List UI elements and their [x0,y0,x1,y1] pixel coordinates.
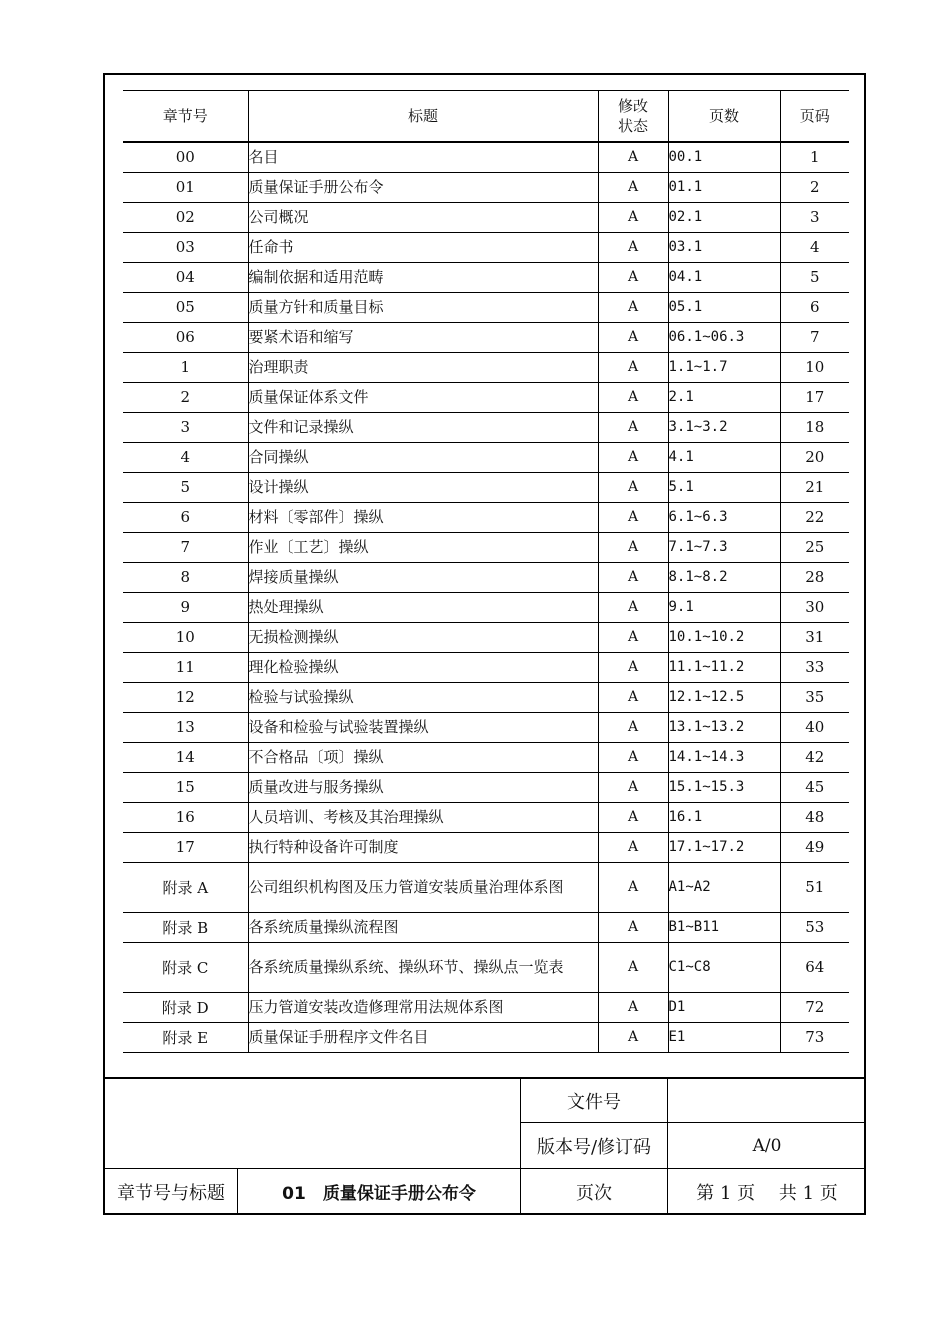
row-page-no: 10 [780,352,849,382]
table-row [123,832,849,862]
header-revision [598,91,668,143]
row-title: 材料〔零部件〕操纵 [248,502,598,532]
row-pages: E1 [668,1022,780,1052]
row-title: 公司概况 [248,202,598,232]
table-row [123,352,849,382]
table-row [123,472,849,502]
row-pages: 3.1~3.2 [668,412,780,442]
row-page-no: 20 [780,442,849,472]
row-pages: 17.1~17.2 [668,832,780,862]
row-revision: A [598,682,668,712]
row-revision: A [598,992,668,1022]
row-pages: 15.1~15.3 [668,772,780,802]
row-revision: A [598,532,668,562]
row-revision: A [598,442,668,472]
row-page-no: 49 [780,832,849,862]
table-row [123,262,849,292]
row-page-no: 30 [780,592,849,622]
row-chapter: 01 [123,172,248,202]
table-row [123,412,849,442]
row-title: 质量保证手册公布令 [248,172,598,202]
row-pages: 06.1~06.3 [668,322,780,352]
row-page-no: 45 [780,772,849,802]
header-chapter: 章节号 [123,91,248,143]
contents-table [123,90,849,1053]
row-page-no: 31 [780,622,849,652]
table-row [123,862,849,912]
row-revision: A [598,262,668,292]
row-chapter: 8 [123,562,248,592]
header-page-no: 页码 [780,91,849,143]
row-title: 要紧术语和缩写 [248,322,598,352]
row-chapter: 附录 B [123,912,248,942]
row-revision: A [598,622,668,652]
version-value: A/0 [752,1135,782,1156]
row-page-no: 53 [780,912,849,942]
table-row [123,532,849,562]
row-revision: A [598,322,668,352]
row-pages: 16.1 [668,802,780,832]
row-page-no: 72 [780,992,849,1022]
row-chapter: 5 [123,472,248,502]
row-pages: D1 [668,992,780,1022]
table-row [123,322,849,352]
row-chapter: 9 [123,592,248,622]
row-revision: A [598,382,668,412]
row-page-no: 2 [780,172,849,202]
row-chapter: 2 [123,382,248,412]
row-revision: A [598,802,668,832]
row-page-no: 6 [780,292,849,322]
table-row [123,292,849,322]
chapter-title-value: 01 质量保证手册公布令 [282,1184,476,1204]
row-pages: 02.1 [668,202,780,232]
row-title: 设计操纵 [248,472,598,502]
table-row [123,622,849,652]
row-page-no: 51 [780,862,849,912]
row-revision: A [598,742,668,772]
row-page-no: 40 [780,712,849,742]
row-chapter: 附录 D [123,992,248,1022]
row-chapter: 06 [123,322,248,352]
row-revision: A [598,412,668,442]
row-page-no: 25 [780,532,849,562]
row-chapter: 05 [123,292,248,322]
table-row [123,592,849,622]
row-revision: A [598,942,668,992]
row-page-no: 33 [780,652,849,682]
row-title: 各系统质量操纵流程图 [248,912,598,942]
row-revision: A [598,652,668,682]
page-label: 页次 [576,1182,612,1204]
table-row [123,562,849,592]
row-pages: B1~B11 [668,912,780,942]
row-title: 热处理操纵 [248,592,598,622]
row-chapter: 附录 A [123,862,248,912]
row-title: 压力管道安装改造修理常用法规体系图 [248,992,598,1022]
row-title: 作业〔工艺〕操纵 [248,532,598,562]
table-row [123,442,849,472]
row-pages: 03.1 [668,232,780,262]
row-pages: 9.1 [668,592,780,622]
row-chapter: 13 [123,712,248,742]
row-chapter: 1 [123,352,248,382]
table-row [123,1022,849,1052]
row-revision: A [598,712,668,742]
row-chapter: 12 [123,682,248,712]
row-pages: 7.1~7.3 [668,532,780,562]
row-title: 不合格品〔项〕操纵 [248,742,598,772]
row-title: 焊接质量操纵 [248,562,598,592]
row-revision: A [598,772,668,802]
row-pages: 04.1 [668,262,780,292]
row-revision: A [598,472,668,502]
row-title: 执行特种设备许可制度 [248,832,598,862]
table-row [123,682,849,712]
row-title: 任命书 [248,232,598,262]
row-revision: A [598,1022,668,1052]
chapter-title-label: 章节号与标题 [117,1182,225,1204]
table-row [123,942,849,992]
row-chapter: 7 [123,532,248,562]
page-value: 第 1 页 共 1 页 [696,1182,838,1204]
row-chapter: 16 [123,802,248,832]
row-revision: A [598,832,668,862]
row-pages: A1~A2 [668,862,780,912]
row-chapter: 15 [123,772,248,802]
row-revision: A [598,862,668,912]
row-title: 治理职责 [248,352,598,382]
table-row [123,802,849,832]
row-pages: 12.1~12.5 [668,682,780,712]
row-revision: A [598,592,668,622]
row-pages: 05.1 [668,292,780,322]
row-title: 质量方针和质量目标 [248,292,598,322]
row-chapter: 17 [123,832,248,862]
row-pages: 4.1 [668,442,780,472]
row-chapter: 02 [123,202,248,232]
row-pages: 5.1 [668,472,780,502]
table-row [123,992,849,1022]
table-row [123,772,849,802]
row-chapter: 10 [123,622,248,652]
table-row [123,172,849,202]
row-title: 名目 [248,142,598,172]
table-row [123,742,849,772]
row-chapter: 6 [123,502,248,532]
row-title: 检验与试验操纵 [248,682,598,712]
table-row [123,912,849,942]
row-pages: 2.1 [668,382,780,412]
row-revision: A [598,502,668,532]
row-chapter: 00 [123,142,248,172]
header-pages: 页数 [668,91,780,143]
row-page-no: 1 [780,142,849,172]
row-title: 质量改进与服务操纵 [248,772,598,802]
table-row [123,382,849,412]
row-chapter: 03 [123,232,248,262]
row-page-no: 7 [780,322,849,352]
contents-table-body [123,142,849,1052]
row-page-no: 4 [780,232,849,262]
row-pages: 14.1~14.3 [668,742,780,772]
row-revision: A [598,352,668,382]
row-chapter: 3 [123,412,248,442]
row-title: 人员培训、考核及其治理操纵 [248,802,598,832]
row-title: 设备和检验与试验装置操纵 [248,712,598,742]
version-label: 版本号/修订码 [536,1136,652,1158]
row-title: 质量保证手册程序文件名目 [248,1022,598,1052]
row-chapter: 14 [123,742,248,772]
header-revision-line1: 修改 [617,97,648,115]
row-page-no: 73 [780,1022,849,1052]
row-pages: 10.1~10.2 [668,622,780,652]
doc-number-label: 文件号 [567,1091,621,1113]
row-revision: A [598,142,668,172]
row-pages: 11.1~11.2 [668,652,780,682]
row-title: 质量保证体系文件 [248,382,598,412]
row-title: 理化检验操纵 [248,652,598,682]
row-pages: 6.1~6.3 [668,502,780,532]
row-chapter: 4 [123,442,248,472]
row-chapter: 11 [123,652,248,682]
row-chapter: 附录 C [123,942,248,992]
row-revision: A [598,172,668,202]
header-title: 标题 [248,91,598,143]
table-row [123,232,849,262]
row-page-no: 5 [780,262,849,292]
header-revision-line2: 状态 [617,117,648,135]
row-page-no: 28 [780,562,849,592]
row-revision: A [598,202,668,232]
row-title: 各系统质量操纵系统、操纵环节、操纵点一览表 [248,942,598,992]
row-chapter: 04 [123,262,248,292]
row-title: 合同操纵 [248,442,598,472]
row-chapter: 附录 E [123,1022,248,1052]
row-pages: 00.1 [668,142,780,172]
row-revision: A [598,912,668,942]
row-pages: 13.1~13.2 [668,712,780,742]
table-row [123,502,849,532]
row-title: 无损检测操纵 [248,622,598,652]
table-row [123,142,849,172]
row-pages: 01.1 [668,172,780,202]
row-page-no: 35 [780,682,849,712]
row-title: 公司组织机构图及压力管道安装质量治理体系图 [248,862,598,912]
row-title: 编制依据和适用范畴 [248,262,598,292]
row-page-no: 18 [780,412,849,442]
row-page-no: 42 [780,742,849,772]
table-row [123,202,849,232]
row-pages: 1.1~1.7 [668,352,780,382]
row-revision: A [598,232,668,262]
row-revision: A [598,562,668,592]
row-page-no: 48 [780,802,849,832]
contents-table-header [123,91,849,143]
row-page-no: 3 [780,202,849,232]
row-page-no: 22 [780,502,849,532]
row-page-no: 21 [780,472,849,502]
row-pages: C1~C8 [668,942,780,992]
row-title: 文件和记录操纵 [248,412,598,442]
row-pages: 8.1~8.2 [668,562,780,592]
table-row [123,712,849,742]
row-revision: A [598,292,668,322]
row-page-no: 64 [780,942,849,992]
doc-number-value [668,1079,866,1122]
row-page-no: 17 [780,382,849,412]
table-row [123,652,849,682]
